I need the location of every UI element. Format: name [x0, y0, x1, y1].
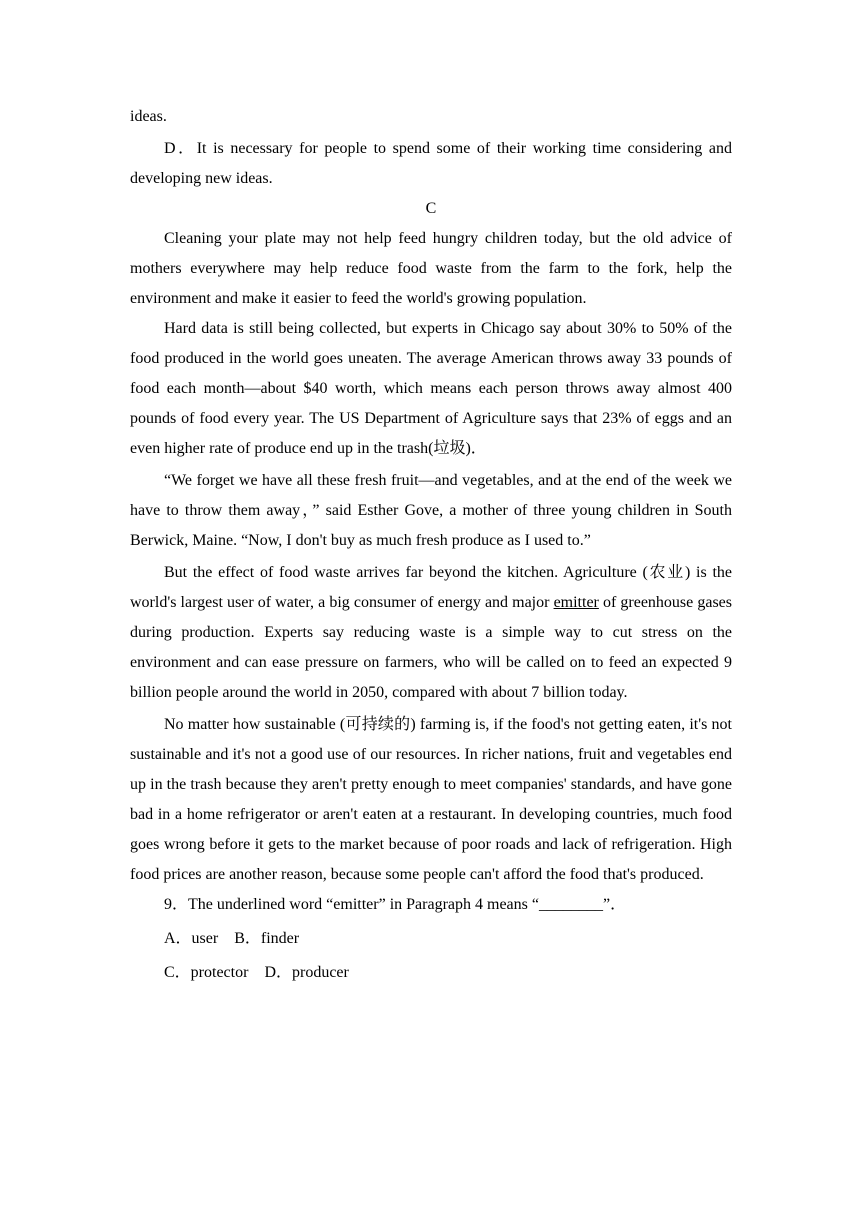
- option-d: D．producer: [264, 964, 349, 981]
- paragraph-1: Cleaning your plate may not help feed hungry children today, but the old advice of mothers everywhere may help reduce food waste from the farm to the fork, help the environment and make it easier to feed the world's growing population.: [130, 230, 732, 307]
- option-a: A．user: [164, 930, 219, 947]
- option-c: C．protector: [164, 964, 249, 981]
- paragraph-3: “We forget we have all these fresh fruit—and vegetables, and at the end of the week we have to throw them away，” said Esther Gove, a mother of three young children in South Berwick, Maine. “Now, I don't buy as much fresh produce as I used to.”: [130, 472, 732, 549]
- paragraph-4-after: of greenhouse gases during production. Experts say reducing waste is a simple way to cut stress on the environment and can ease pressure on farmers, who will be called on to feed an expected 9 billion people around the world in 2050, compared with about 7 billion today.: [130, 594, 733, 701]
- section-label: C: [425, 200, 437, 217]
- paragraph-4-before: But the effect of food waste arrives far beyond the kitchen. Agriculture (农业) is the world's largest user of water, a big consumer of energy and major: [130, 564, 732, 611]
- underlined-word-emitter: emitter: [553, 594, 599, 611]
- prev-option-c-tail: ideas.: [130, 108, 167, 125]
- prev-option-d: D．It is necessary for people to spend some of their working time considering and developing new ideas.: [130, 140, 732, 187]
- question-stem: 9．The underlined word “emitter” in Paragraph 4 means “________”．: [164, 896, 627, 913]
- paragraph-4: [130, 558, 732, 708]
- option-row-ab: [130, 924, 732, 954]
- paragraph-2: Hard data is still being collected, but experts in Chicago say about 30% to 50% of the food produced in the world goes uneaten. The average American throws away 33 pounds of food each month—about $40 worth, which means each person throws away almost 400 pounds of food every year. The US Department of Agriculture says that 23% of eggs and an even higher rate of produce end up in the trash(垃圾)．: [130, 320, 732, 457]
- document-body: [130, 102, 732, 988]
- option-b: B．finder: [234, 930, 300, 947]
- option-row-cd: [130, 958, 732, 988]
- paragraph-5: No matter how sustainable (可持续的) farming is, if the food's not getting eaten, it's not sustainable and it's not a good use of our resources. In richer nations, fruit and vegetables end up in the trash because they aren't pretty enough to meet companies' standards, and have gone bad in a home refrigerator or aren't eaten at a restaurant. In developing countries, much food goes wrong before it gets to the market because of poor roads and lack of refrigeration. High food prices are another reason, because some people can't afford the food that's produced.: [130, 716, 732, 883]
